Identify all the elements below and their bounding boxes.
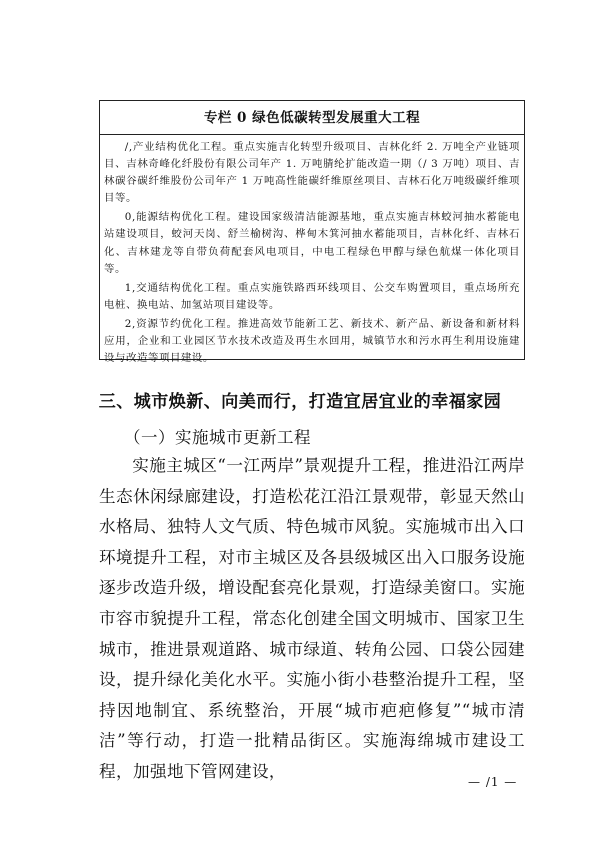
sidebar-item-transport: 1,交通结构优化工程。重点实施铁路西环线项目、公交车购置项目，重点场所充电桩、换电站、加氢站项目建设等。 [104, 281, 520, 311]
body-text [99, 451, 525, 788]
page-number: — /1 — [468, 775, 518, 789]
sidebar-box [99, 100, 525, 365]
body-paragraph: 实施主城区“一江两岸”景观提升工程，推进沿江两岸生态休闲绿廊建设，打造松花江沿江景观带，彰显天然山水格局、独特人文气质、特色城市风貌。实施城市出入口环境提升工程，对市主城区及各县级城区出入口服务设施逐步改造升级，增设配套亮化景观，打造绿美窗口。实施市容市貌提升工程，常态化创建全国文明城市、国家卫生城市，推进景观道路、城市绿道、转角公园、口袋公园建设，提升绿化美化水平。实施小街小巷整治提升工程，坚持因地制宜、系统整治，开展“城市疤疤修复”“城市清洁”等行动，打造一批精品街区。实施海绵城市建设工程，加强地下管网建设， [99, 456, 525, 781]
sidebar-box-title: 专栏 0 绿色低碳转型发展重大工程 [100, 101, 524, 135]
sidebar-item-industry: /,产业结构优化工程。重点实施吉化转型升级项目、吉林化纤 2. 万吨全产业链项目、吉林奇峰化纤股份有限公司年产 1. 万吨腈纶扩能改造一期（/ 3 万吨）项目、吉林碳谷碳纤维股份公司年产 1 万吨高性能碳纤维原丝项目、吉林石化万吨级碳纤维项目等。 [104, 141, 520, 205]
sidebar-item-resources: 2,资源节约优化工程。推进高效节能新工艺、新技术、新产品、新设备和新材料应用，企业和工业园区节水技术改造及再生水回用，城镇节水和污水再生利用设施建设与改造等项目建设。 [104, 317, 520, 365]
sidebar-item-energy: 0,能源结构优化工程。建设国家级清洁能源基地，重点实施吉林蛟河抽水蓄能电站建设项目，蛟河天岗、舒兰榆树沟、桦甸木箕河抽水蓄能项目，吉林化纤、吉林石化、吉林建龙等自带负荷配套风电项目，中电工程绿色甲醇与绿色航煤一体化项目等。 [104, 211, 520, 275]
section-subtitle: （一）实施城市更新工程 [124, 428, 311, 447]
section-title: 三、城市焕新、向美而行，打造宜居宜业的幸福家园 [98, 392, 502, 412]
sidebar-box-body [104, 139, 520, 369]
